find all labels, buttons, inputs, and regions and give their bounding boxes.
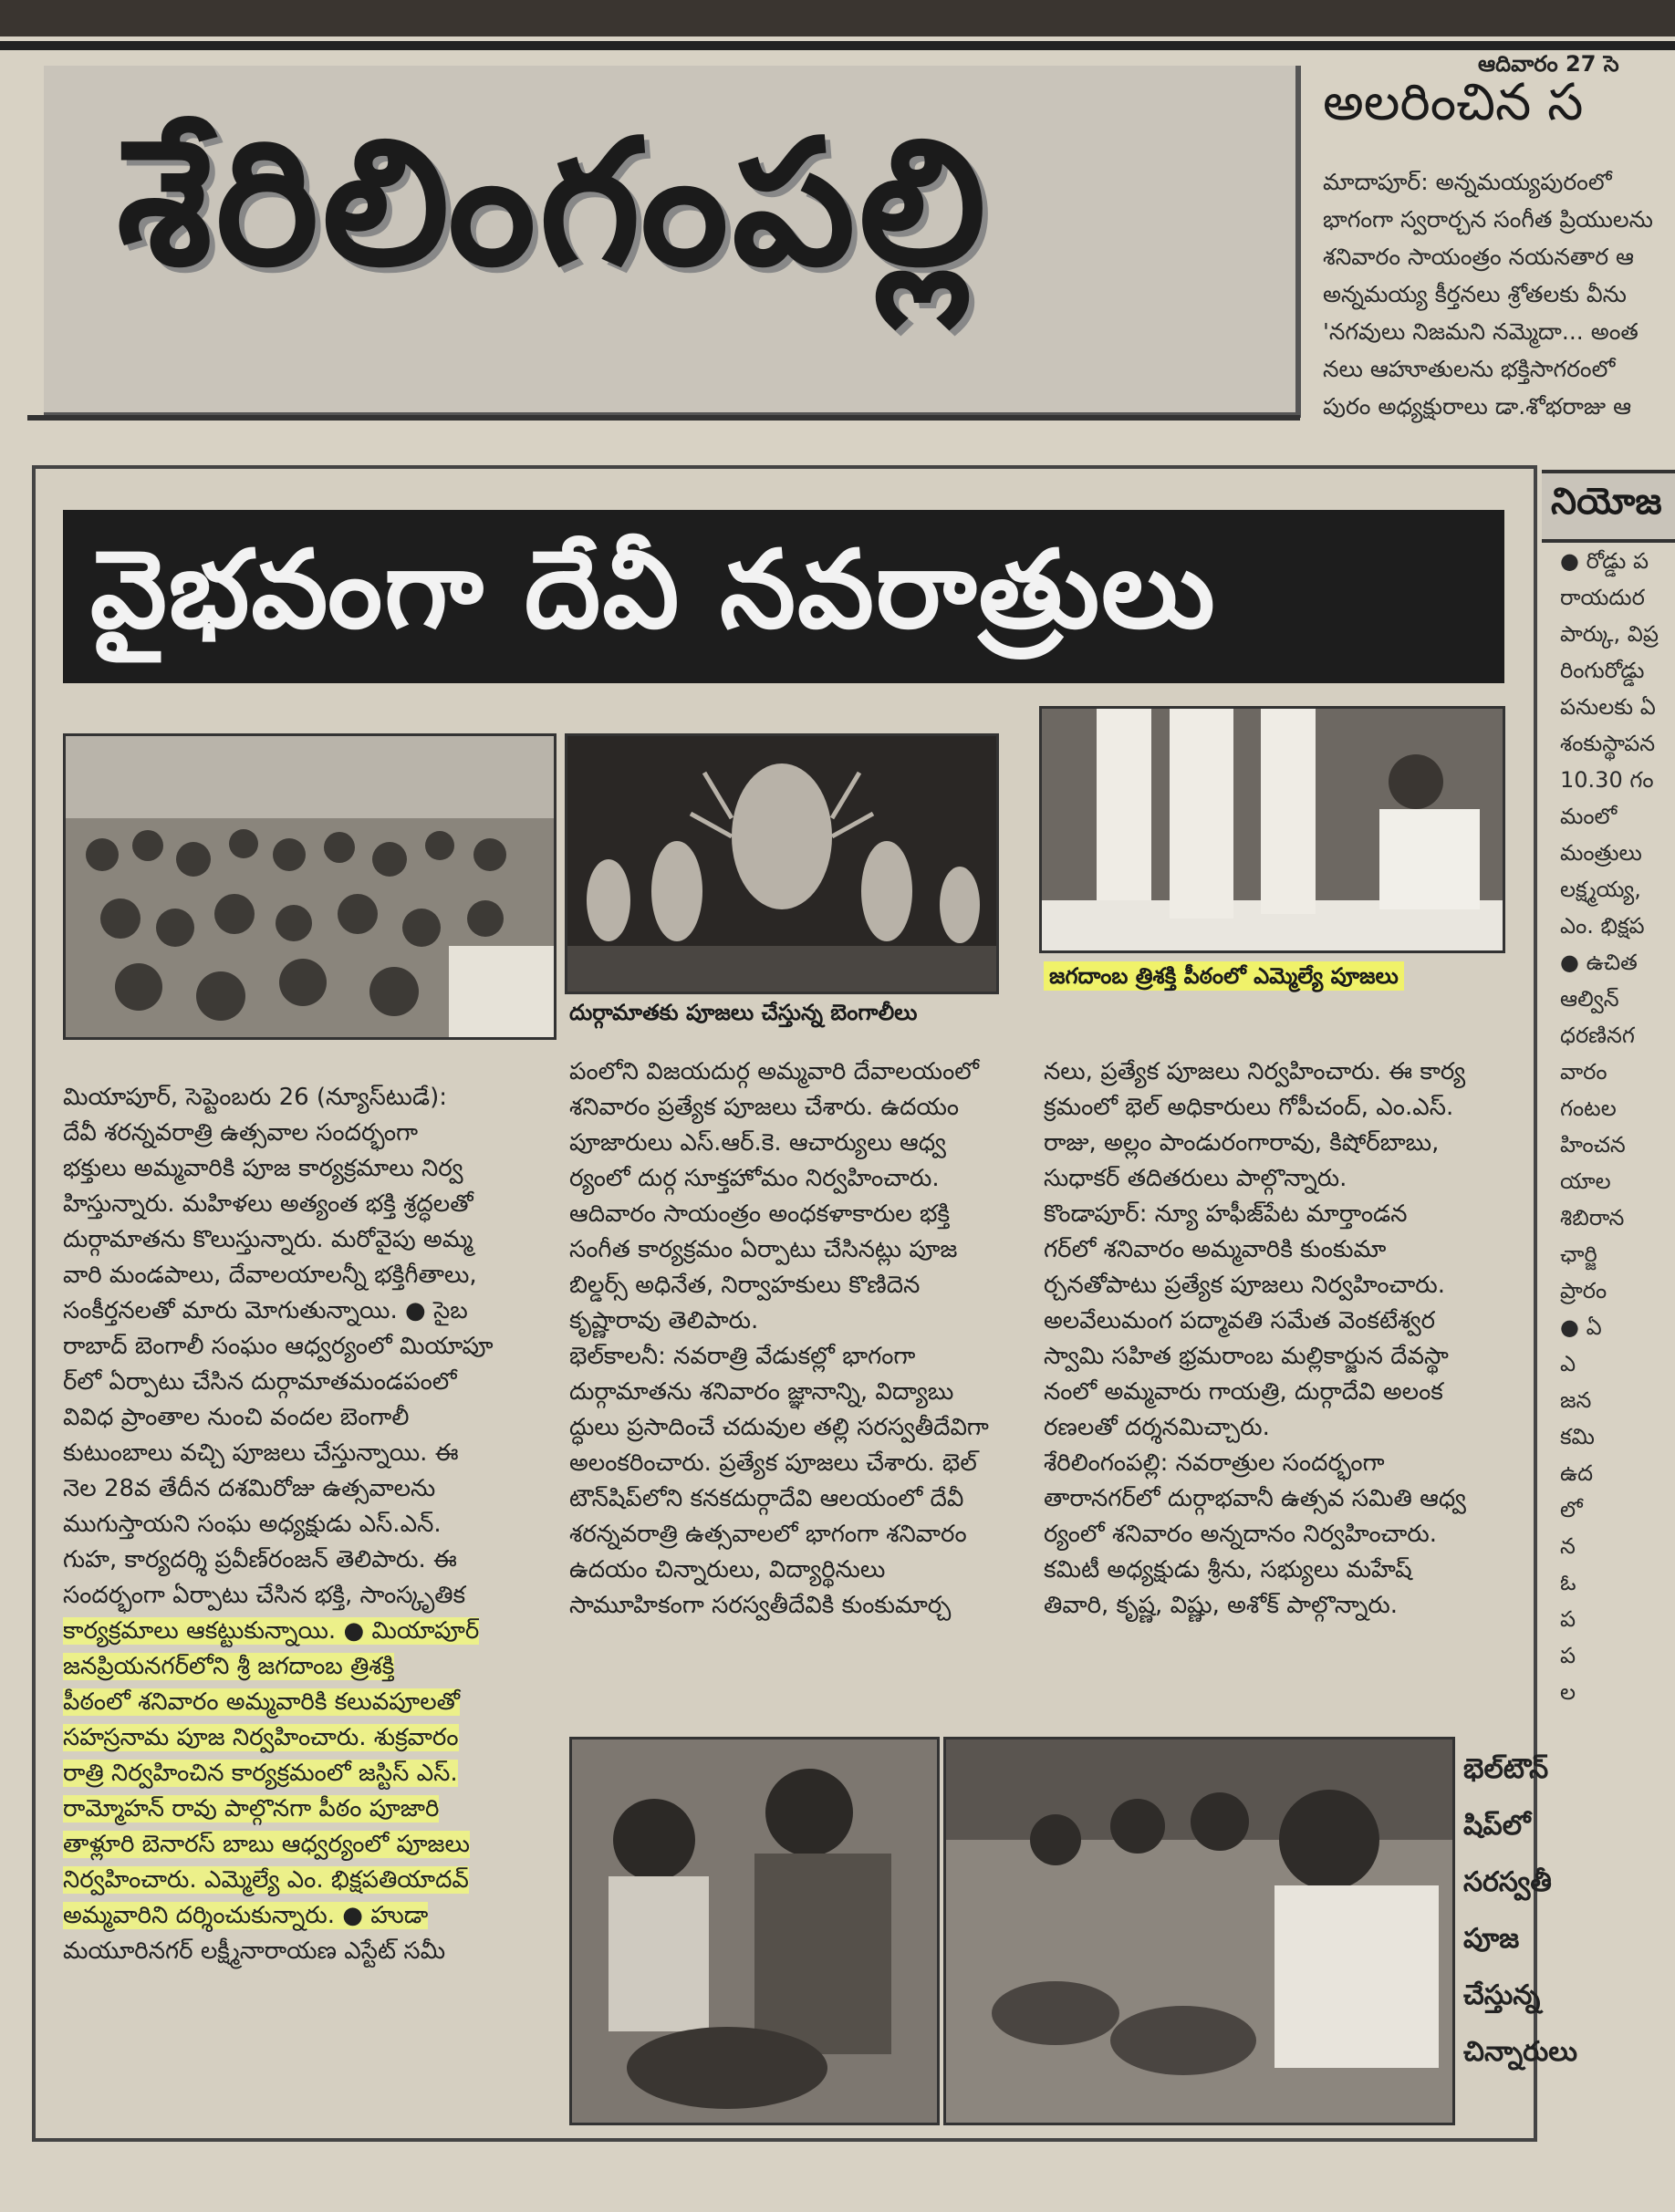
top-rule — [0, 41, 1675, 50]
photo-durga-idols — [565, 733, 999, 994]
right-column-line: ● ఏ — [1560, 1314, 1602, 1340]
article-line: క్రమంలో భెల్ అధికారులు గోపీచంద్, ఎం.ఎస్. — [1044, 1094, 1454, 1121]
article-line: పంలోని విజయదుర్గ అమ్మవారి దేవాలయంలో — [569, 1058, 980, 1085]
caption-line: పూజ — [1463, 1923, 1520, 1955]
article-line: ర్యంలో శనివారం అన్నదానం నిర్వహించారు. — [1044, 1521, 1438, 1548]
article-line: ర్చనతోపాటు ప్రత్యేక పూజలు నిర్వహించారు. — [1044, 1272, 1445, 1299]
right-column-line: ఆల్విన్ — [1560, 986, 1619, 1012]
article-line: ఆదివారం సాయంత్రం అంధకళాకారుల భక్తి — [569, 1200, 951, 1228]
right-column-line: ల — [1560, 1679, 1576, 1705]
right-column-line: మంలో — [1560, 804, 1618, 829]
article-line: నిర్వహించారు. ఎమ్మెల్యే ఎం. భిక్షపతియాదవ్ — [63, 1866, 469, 1894]
article-line: సామూహికంగా సరస్వతీదేవికి కుంకుమార్చ — [569, 1592, 952, 1619]
article-headline: వైభవంగా దేవీ నవరాత్రులు — [90, 526, 1217, 652]
article-line: ఉదయం చిన్నారులు, విద్యార్థినులు — [569, 1556, 886, 1584]
photo-crowd — [63, 733, 557, 1040]
right-column-line: పార్కు, విప్ర — [1560, 621, 1659, 647]
right-column-body — [1542, 543, 1675, 1710]
right-column — [1542, 470, 1675, 2112]
article-line: ద్ధులు ప్రసాదించే చదువుల తల్లి సరస్వతీదేవిగా — [569, 1414, 989, 1441]
side-story-line: 'నగవులు నిజమని నమ్మెదా... అంత — [1323, 318, 1639, 345]
article-line: దుర్గామాతను శనివారం జ్ఞానాన్ని, విద్యాబు — [569, 1378, 954, 1406]
right-column-line: న — [1560, 1533, 1576, 1559]
article-line: జనప్రియనగర్‌లోని శ్రీ జగదాంబ త్రిశక్తి — [63, 1653, 395, 1680]
side-story-headline: అలరించిన స — [1323, 73, 1584, 132]
article-line: తాళ్లూరి బెనారస్ బాబు ఆధ్వర్యంలో పూజలు — [63, 1831, 470, 1858]
article-line: గర్‌లో శనివారం అమ్మవారికి కుంకుమా — [1044, 1236, 1387, 1263]
article-line: అలంకరించారు. ప్రత్యేక పూజలు చేశారు. భెల్ — [569, 1449, 977, 1477]
caption-line: చిన్నారులు — [1463, 2036, 1577, 2068]
caption-line: చేస్తున్న — [1463, 1979, 1541, 2011]
article-line: అలవేలుమంగ పద్మావతి సమేత వెంకటేశ్వర — [1044, 1307, 1436, 1334]
right-column-line: ఉద — [1560, 1460, 1594, 1486]
photo-mla-puja — [1039, 706, 1505, 953]
article-line: శేరిలింగంపల్లి: నవరాత్రుల సందర్భంగా — [1044, 1449, 1385, 1477]
caption-line: షిప్‌లో — [1463, 1810, 1531, 1842]
article-line: సంగీత కార్యక్రమం ఏర్పాటు చేసినట్లు పూజ — [569, 1236, 958, 1263]
caption-line: భెల్‌టౌన్ — [1463, 1753, 1549, 1785]
article-column-1 — [63, 1080, 494, 1969]
article-line: తారానగర్‌లో దుర్గాభవానీ ఉత్సవ సమితి ఆధ్వ — [1044, 1485, 1466, 1512]
article-line: గుహ, కార్యదర్శి ప్రవీణ్‌రంజన్ తెలిపారు. ఈ — [63, 1546, 457, 1573]
caption-line: సరస్వతీ — [1463, 1866, 1552, 1898]
article-line: సంకీర్తనలతో మారు మోగుతున్నాయి. ● సైబ — [63, 1297, 468, 1324]
right-column-line: రాయదుర — [1560, 585, 1645, 610]
article-line: సందర్భంగా ఏర్పాటు చేసిన భక్తి, సాంస్కృతిక — [63, 1582, 466, 1609]
right-column-line: 10.30 గం — [1560, 767, 1654, 793]
article-column-3 — [1044, 1054, 1466, 1624]
article-line: నంలో అమ్మవారు గాయత్రి, దుర్గాదేవి అలంక — [1044, 1378, 1443, 1406]
right-column-line: జన — [1560, 1387, 1592, 1413]
article-line: మియాపూర్, సెప్టెంబరు 26 (న్యూస్‌టుడే): — [63, 1084, 448, 1111]
right-column-line: వారం — [1560, 1059, 1607, 1085]
article-line: నలు, ప్రత్యేక పూజలు నిర్వహించారు. ఈ కార్య — [1044, 1058, 1466, 1085]
article-line: ర్‌లో ఏర్పాటు చేసిన దుర్గామాతమండపంలో — [63, 1368, 457, 1396]
article-line: తివారి, కృష్ణ, విష్ణు, అశోక్ పాల్గొన్నారు. — [1044, 1592, 1399, 1619]
right-column-line: హించన — [1560, 1132, 1626, 1158]
article-line: ర్యంలో దుర్గ సూక్తహోమం నిర్వహించారు. — [569, 1165, 940, 1192]
article-line: భక్తులు అమ్మవారికి పూజ కార్యక్రమాలు నిర్వ — [63, 1155, 463, 1182]
article-line: కుటుంబాలు వచ్చి పూజలు చేస్తున్నాయి. ఈ — [63, 1439, 459, 1467]
article-line: సహస్రనామ పూజ నిర్వహించారు. శుక్రవారం — [63, 1724, 459, 1751]
right-column-line: ప్రారం — [1560, 1278, 1607, 1303]
right-column-line: ఎం. భిక్షప — [1560, 913, 1645, 939]
side-story-line: శనివారం సాయంత్రం నయనతార ఆ — [1323, 244, 1634, 270]
right-column-line: పనులకు ఏ — [1560, 694, 1656, 720]
article-line: వారి మండపాలు, దేవాలయాలన్నీ భక్తిగీతాలు, — [63, 1262, 477, 1289]
right-column-line: యాల — [1560, 1168, 1611, 1194]
right-column-line: ● ఉచిత — [1560, 950, 1638, 975]
article-line: భెల్‌కాలనీ: నవరాత్రి వేడుకల్లో భాగంగా — [569, 1343, 916, 1370]
side-story-line: అన్నమయ్య కీర్తనలు శ్రోతలకు వీను — [1323, 281, 1627, 307]
article-line: సుధాకర్ తదితరులు పాల్గొన్నారు. — [1044, 1165, 1347, 1192]
side-story-line: నలు ఆహూతులను భక్తిసాగరంలో — [1323, 356, 1616, 382]
masthead-panel — [44, 66, 1301, 418]
right-column-line: ఎ — [1560, 1351, 1576, 1376]
article-line: రణలతో దర్శనమిచ్చారు. — [1044, 1414, 1270, 1441]
side-story-body — [1309, 163, 1675, 425]
article-line: దుర్గామాతను కొలుస్తున్నారు. మరోవైపు అమ్మ — [63, 1226, 473, 1253]
headline-band — [63, 510, 1504, 683]
right-column-line: ప — [1560, 1643, 1576, 1668]
dateline: ఆదివారం 27 సె — [1478, 51, 1619, 77]
article-line: మయూరినగర్ లక్ష్మీనారాయణ ఎస్టేట్ సమీ — [63, 1937, 446, 1965]
article-line: రాజు, అల్లం పాండురంగారావు, కిషోర్‌బాబు, — [1044, 1129, 1440, 1157]
right-column-headline: నియోజ — [1542, 470, 1675, 543]
article-column-2 — [569, 1054, 989, 1624]
right-column-line: ప — [1560, 1606, 1576, 1632]
article-line: దేవీ శరన్నవరాత్రి ఉత్సవాల సందర్భంగా — [63, 1119, 419, 1147]
right-column-line: ధరణినగ — [1560, 1023, 1635, 1048]
right-column-line: ● రోడ్డు ప — [1560, 548, 1649, 574]
right-column-line: ఓ — [1560, 1570, 1576, 1595]
side-story-line: పురం అధ్యక్షురాలు డా.శోభరాజు ఆ — [1323, 393, 1632, 420]
masthead-rule — [27, 415, 1300, 421]
article-line: కార్యక్రమాలు ఆకట్టుకున్నాయి. ● మియాపూర్ — [63, 1617, 480, 1645]
right-column-line: రింగురోడ్డు — [1560, 658, 1645, 683]
photo-children-puja — [569, 1737, 940, 2125]
article-line: శరన్నవరాత్రి ఉత్సవాలలో భాగంగా శనివారం — [569, 1521, 967, 1548]
caption-durga-idols: దుర్గామాతకు పూజలు చేస్తున్న బెంగాలీలు — [569, 1000, 918, 1025]
right-column-line: మంత్రులు — [1560, 840, 1642, 866]
side-story-line: భాగంగా స్వరార్చన సంగీత ప్రియులను — [1323, 206, 1653, 233]
article-line: టౌన్‌షిప్‌లోని కనకదుర్గాదేవి ఆలయంలో దేవీ — [569, 1485, 964, 1512]
article-line: రామ్మోహన్ రావు పాల్గొనగా పీఠం పూజారి — [63, 1795, 440, 1823]
right-column-line: శిబిరాన — [1560, 1205, 1625, 1231]
article-line: కొండాపూర్: న్యూ హఫీజ్‌పేట మార్తాండన — [1044, 1200, 1408, 1228]
article-line: పీఠంలో శనివారం అమ్మవారికి కలువపూలతో — [63, 1688, 461, 1716]
right-column-line: లక్ష్మయ్య, — [1560, 877, 1641, 902]
main-article — [32, 465, 1577, 2142]
article-line: వివిధ ప్రాంతాల నుంచి వందల బెంగాలీ — [63, 1404, 410, 1431]
article-line: ముగుస్తాయని సంఘ అధ్యక్షుడు ఎస్.ఎన్. — [63, 1511, 442, 1538]
side-story — [1309, 73, 1675, 438]
article-line: పూజారులు ఎస్.ఆర్.కె. ఆచార్యులు ఆధ్వ — [569, 1129, 946, 1157]
caption-mla-puja: జగదాంబ త్రిశక్తి పీఠంలో ఎమ్మెల్యే పూజలు — [1044, 963, 1404, 994]
right-column-line: కమి — [1560, 1424, 1595, 1449]
photo-saraswati-puja — [943, 1737, 1455, 2125]
article-line: కమిటీ అధ్యక్షుడు శ్రీను, సభ్యులు మహేష్ — [1044, 1556, 1412, 1584]
article-line: నెల 28వ తేదీన దశమిరోజు ఉత్సవాలను — [63, 1475, 436, 1502]
right-column-line: శంకుస్థాపన — [1560, 731, 1656, 756]
article-line: హిస్తున్నారు. మహిళలు అత్యంత భక్తి శ్రద్ధలతో — [63, 1190, 473, 1218]
masthead-title: శేరిలింగంపల్లి — [117, 102, 990, 304]
side-story-line: మాదాపూర్: అన్నమయ్యపురంలో — [1323, 169, 1612, 195]
article-line: అమ్మవారిని దర్శించుకున్నారు. ● హుడా — [63, 1902, 429, 1929]
article-line: శనివారం ప్రత్యేక పూజలు చేశారు. ఉదయం — [569, 1094, 960, 1121]
article-line: బిల్డర్స్ అధినేత, నిర్వాహకులు కొణిదెన — [569, 1272, 921, 1299]
article-line: రాబాద్ బెంగాలీ సంఘం ఆధ్వర్యంలో మియాపూ — [63, 1333, 494, 1360]
article-line: స్వామి సహిత భ్రమరాంబ మల్లికార్జున దేవస్థా — [1044, 1343, 1449, 1370]
right-column-line: ఛార్జి — [1560, 1241, 1597, 1267]
right-column-line: లో — [1560, 1497, 1583, 1522]
right-column-line: గంటల — [1560, 1096, 1617, 1121]
article-line: రాత్రి నిర్వహించిన కార్యక్రమంలో జస్టిస్ ఎస్. — [63, 1760, 458, 1787]
article-line: కృష్ణారావు తెలిపారు. — [569, 1307, 759, 1334]
